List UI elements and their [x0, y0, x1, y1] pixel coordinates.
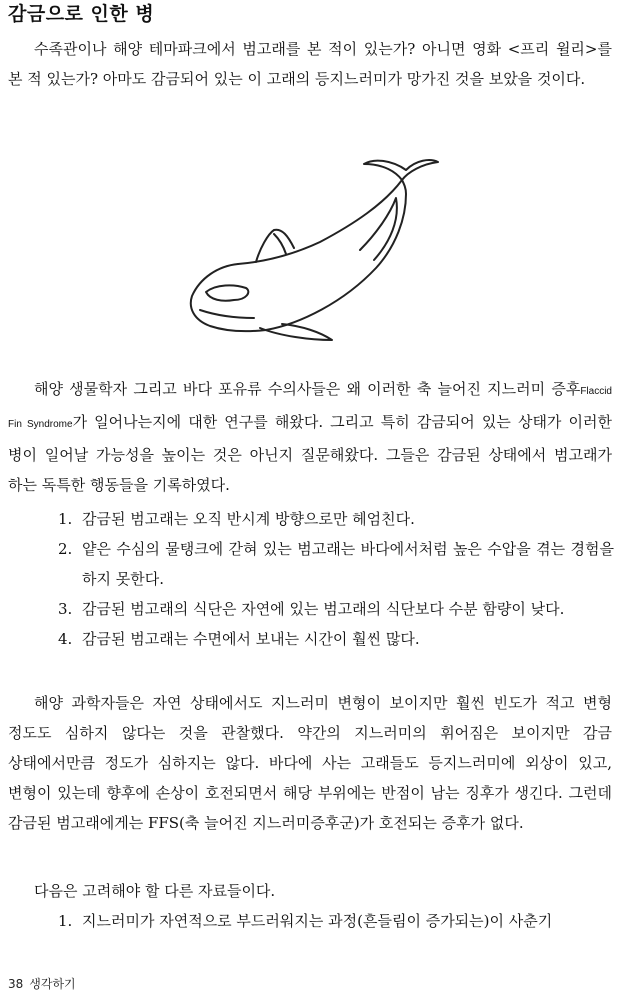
other-data-list	[58, 906, 614, 936]
section-name: 생각하기	[29, 977, 76, 991]
observation-paragraph: 해양 과학자들은 자연 상태에서도 지느러미 변형이 보이지만 훨씬 빈도가 적고 변형 정도도 심하지 않다는 것을 관찰했다. 약간의 지느러미의 휘어짐은 보이지만 감금 상태에서만큼 정도가 심하지는 않다. 바다에 사는 고래들도 등지느러미에 외상이 있고, 변형이 있는데 향후에 손상이 호전되면서 해당 부위에는 반점이 남는 징후가 생긴다. 그런데 감금된 범고래에게는 FFS(축 늘어진 지느러미증후군)가 호전되는 증후가 없다.	[8, 694, 612, 832]
page-footer	[8, 975, 76, 992]
list-item: 4. 감금된 범고래는 수면에서 보내는 시간이 훨씬 많다.	[58, 630, 420, 648]
intro-paragraph: 수족관이나 해양 테마파크에서 범고래를 본 적이 있는가? 아니면 영화 <프리 윌리>를 본 적 있는가? 아마도 감금되어 있는 이 고래의 등지느러미가 망가진 것을 보았을 것이다.	[8, 40, 612, 88]
list-item: 1. 감금된 범고래는 오직 반시계 방향으로만 헤엄친다.	[58, 510, 415, 528]
list-item: 3. 감금된 범고래의 식단은 자연에 있는 범고래의 식단보다 수분 함량이 낮다.	[58, 600, 565, 618]
orca-whale-illustration-icon	[170, 150, 460, 350]
behavior-list	[58, 504, 614, 654]
other-data-paragraph: 다음은 고려해야 할 다른 자료들이다.	[34, 882, 276, 900]
research-text-before: 해양 생물학자 그리고 바다 포유류 수의사들은 왜 이러한 축 늘어진 지느러미 증후	[34, 380, 581, 398]
list-item: 1. 지느러미가 자연적으로 부드러워지는 과정(흔들림이 증가되는)이 사춘기	[58, 912, 553, 930]
list-item: 2. 얕은 수심의 물탱크에 갇혀 있는 범고래는 바다에서처럼 높은 수압을 겪는 경험을 하지 못한다.	[58, 540, 614, 588]
page-number: 38	[8, 977, 24, 991]
section-heading: 감금으로 인한 병	[8, 3, 155, 25]
research-text-after: 가 일어나는지에 대한 연구를 해왔다. 그리고 특히 감금되어 있는 상태가 이러한 병이 일어날 가능성을 높이는 것은 아닌지 질문해왔다. 그들은 감금된 상태에서 범고래가 하는 독특한 행동들을 기록하였다.	[8, 413, 612, 494]
fin-syndrome-term: Flaccid Fin Syndrome	[8, 386, 612, 430]
research-paragraph	[8, 374, 612, 500]
